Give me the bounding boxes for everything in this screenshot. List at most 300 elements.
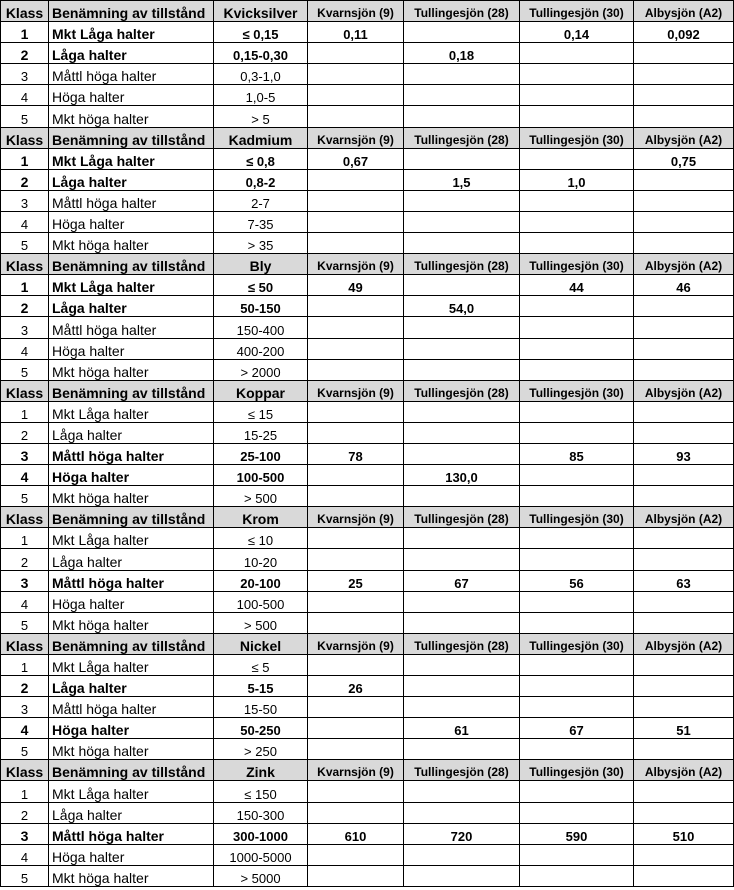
site-value xyxy=(308,739,404,760)
concentration-range: 150-400 xyxy=(214,317,308,338)
header-benamning: Benämning av tillstånd xyxy=(49,380,214,401)
site-value: 85 xyxy=(520,443,634,464)
site-value xyxy=(404,211,520,232)
table-row xyxy=(1,718,734,739)
class-number: 3 xyxy=(1,190,49,211)
header-site: Kvarnsjön (9) xyxy=(308,1,404,22)
site-value xyxy=(520,422,634,443)
site-value xyxy=(634,422,734,443)
table-row xyxy=(1,865,734,886)
header-site: Kvarnsjön (9) xyxy=(308,633,404,654)
class-number: 4 xyxy=(1,465,49,486)
state-name: Låga halter xyxy=(49,43,214,64)
state-name: Måttl höga halter xyxy=(49,443,214,464)
class-number: 2 xyxy=(1,169,49,190)
site-value xyxy=(634,591,734,612)
site-value xyxy=(308,844,404,865)
site-value xyxy=(404,591,520,612)
site-value xyxy=(308,697,404,718)
site-value xyxy=(634,211,734,232)
site-value xyxy=(634,465,734,486)
state-name: Måttl höga halter xyxy=(49,570,214,591)
header-klass: Klass xyxy=(1,507,49,528)
site-value xyxy=(404,443,520,464)
state-name: Höga halter xyxy=(49,85,214,106)
site-value xyxy=(634,739,734,760)
concentration-range: ≤ 0,8 xyxy=(214,148,308,169)
header-site: Tullingesjön (28) xyxy=(404,380,520,401)
class-number: 4 xyxy=(1,338,49,359)
site-value xyxy=(308,296,404,317)
state-name: Måttl höga halter xyxy=(49,64,214,85)
header-metal-krom: Krom xyxy=(214,507,308,528)
site-value xyxy=(404,486,520,507)
site-value xyxy=(634,401,734,422)
site-value xyxy=(308,85,404,106)
site-value xyxy=(634,865,734,886)
site-value: 51 xyxy=(634,718,734,739)
site-value xyxy=(634,43,734,64)
class-number: 2 xyxy=(1,422,49,443)
state-name: Mkt höga halter xyxy=(49,233,214,254)
class-number: 4 xyxy=(1,718,49,739)
header-metal-bly: Bly xyxy=(214,254,308,275)
site-value xyxy=(308,865,404,886)
site-value xyxy=(634,549,734,570)
table-row xyxy=(1,190,734,211)
site-value xyxy=(308,169,404,190)
header-metal-zink: Zink xyxy=(214,760,308,781)
concentration-range: 7-35 xyxy=(214,211,308,232)
class-number: 2 xyxy=(1,43,49,64)
header-metal-kadmium: Kadmium xyxy=(214,127,308,148)
site-value: 0,18 xyxy=(404,43,520,64)
site-value xyxy=(404,654,520,675)
concentration-range: ≤ 15 xyxy=(214,401,308,422)
site-value xyxy=(634,317,734,338)
site-value xyxy=(308,802,404,823)
site-value xyxy=(520,654,634,675)
concentration-range: > 250 xyxy=(214,739,308,760)
site-value xyxy=(308,422,404,443)
site-value xyxy=(308,317,404,338)
site-value xyxy=(308,486,404,507)
state-name: Låga halter xyxy=(49,169,214,190)
site-value xyxy=(520,528,634,549)
header-metal-nickel: Nickel xyxy=(214,633,308,654)
header-site: Tullingesjön (30) xyxy=(520,1,634,22)
site-value: 67 xyxy=(520,718,634,739)
header-site: Tullingesjön (28) xyxy=(404,127,520,148)
table-row xyxy=(1,43,734,64)
header-site: Albysjön (A2) xyxy=(634,254,734,275)
concentration-range: 0,15-0,30 xyxy=(214,43,308,64)
class-number: 1 xyxy=(1,275,49,296)
section-header-row xyxy=(1,760,734,781)
concentration-range: 300-1000 xyxy=(214,823,308,844)
site-value xyxy=(634,697,734,718)
header-site: Kvarnsjön (9) xyxy=(308,507,404,528)
table-row xyxy=(1,570,734,591)
concentration-range: > 35 xyxy=(214,233,308,254)
site-value xyxy=(308,43,404,64)
concentration-range: 1,0-5 xyxy=(214,85,308,106)
table-row xyxy=(1,338,734,359)
site-value: 56 xyxy=(520,570,634,591)
concentration-range: ≤ 50 xyxy=(214,275,308,296)
site-value xyxy=(520,676,634,697)
site-value xyxy=(520,148,634,169)
site-value xyxy=(404,85,520,106)
table-row xyxy=(1,401,734,422)
site-value xyxy=(520,486,634,507)
header-benamning: Benämning av tillstånd xyxy=(49,127,214,148)
class-number: 1 xyxy=(1,654,49,675)
header-site: Tullingesjön (28) xyxy=(404,633,520,654)
table-row xyxy=(1,233,734,254)
site-value xyxy=(520,844,634,865)
table-row xyxy=(1,844,734,865)
site-value xyxy=(404,275,520,296)
concentration-range: 10-20 xyxy=(214,549,308,570)
header-site: Albysjön (A2) xyxy=(634,380,734,401)
class-number: 1 xyxy=(1,781,49,802)
section-header-row xyxy=(1,633,734,654)
site-value: 610 xyxy=(308,823,404,844)
header-klass: Klass xyxy=(1,380,49,401)
header-site: Tullingesjön (30) xyxy=(520,633,634,654)
site-value: 54,0 xyxy=(404,296,520,317)
class-number: 2 xyxy=(1,676,49,697)
class-number: 4 xyxy=(1,85,49,106)
section-header-row xyxy=(1,127,734,148)
class-number: 2 xyxy=(1,549,49,570)
concentration-range: > 5 xyxy=(214,106,308,127)
site-value xyxy=(308,465,404,486)
class-number: 1 xyxy=(1,22,49,43)
table-row xyxy=(1,654,734,675)
header-metal-koppar: Koppar xyxy=(214,380,308,401)
state-name: Höga halter xyxy=(49,718,214,739)
state-name: Mkt Låga halter xyxy=(49,275,214,296)
site-value: 0,67 xyxy=(308,148,404,169)
header-klass: Klass xyxy=(1,1,49,22)
site-value xyxy=(404,148,520,169)
table-row xyxy=(1,422,734,443)
site-value xyxy=(404,233,520,254)
header-site: Tullingesjön (30) xyxy=(520,380,634,401)
state-name: Mkt höga halter xyxy=(49,612,214,633)
concentration-range: 100-500 xyxy=(214,465,308,486)
class-number: 5 xyxy=(1,486,49,507)
site-value xyxy=(308,211,404,232)
table-row xyxy=(1,591,734,612)
state-name: Låga halter xyxy=(49,676,214,697)
concentration-range: ≤ 150 xyxy=(214,781,308,802)
concentration-range: ≤ 5 xyxy=(214,654,308,675)
class-number: 3 xyxy=(1,570,49,591)
site-value xyxy=(634,106,734,127)
site-value xyxy=(520,211,634,232)
site-value: 0,14 xyxy=(520,22,634,43)
class-number: 4 xyxy=(1,211,49,232)
site-value xyxy=(520,359,634,380)
site-value: 26 xyxy=(308,676,404,697)
site-value: 44 xyxy=(520,275,634,296)
site-value xyxy=(520,190,634,211)
header-benamning: Benämning av tillstånd xyxy=(49,1,214,22)
table-row xyxy=(1,465,734,486)
site-value xyxy=(634,528,734,549)
header-site: Albysjön (A2) xyxy=(634,127,734,148)
class-number: 5 xyxy=(1,865,49,886)
class-number: 1 xyxy=(1,401,49,422)
site-value xyxy=(404,802,520,823)
header-benamning: Benämning av tillstånd xyxy=(49,254,214,275)
concentration-range: ≤ 10 xyxy=(214,528,308,549)
header-site: Tullingesjön (30) xyxy=(520,254,634,275)
site-value: 49 xyxy=(308,275,404,296)
site-value xyxy=(634,64,734,85)
concentration-range: 15-25 xyxy=(214,422,308,443)
site-value xyxy=(404,612,520,633)
site-value: 93 xyxy=(634,443,734,464)
site-value xyxy=(308,718,404,739)
header-klass: Klass xyxy=(1,633,49,654)
concentration-range: 50-150 xyxy=(214,296,308,317)
state-name: Mkt höga halter xyxy=(49,865,214,886)
site-value xyxy=(634,486,734,507)
class-number: 2 xyxy=(1,296,49,317)
site-value xyxy=(404,190,520,211)
table-row xyxy=(1,612,734,633)
site-value xyxy=(308,654,404,675)
section-header-row xyxy=(1,1,734,22)
header-site: Kvarnsjön (9) xyxy=(308,254,404,275)
table-row xyxy=(1,528,734,549)
header-site: Tullingesjön (30) xyxy=(520,507,634,528)
state-name: Mkt höga halter xyxy=(49,486,214,507)
header-site: Tullingesjön (28) xyxy=(404,254,520,275)
concentration-range: 15-50 xyxy=(214,697,308,718)
site-value xyxy=(634,338,734,359)
site-value xyxy=(520,64,634,85)
header-site: Tullingesjön (30) xyxy=(520,760,634,781)
site-value xyxy=(404,401,520,422)
concentration-range: 2-7 xyxy=(214,190,308,211)
concentration-range: > 500 xyxy=(214,486,308,507)
table-row xyxy=(1,211,734,232)
site-value xyxy=(520,697,634,718)
state-name: Låga halter xyxy=(49,549,214,570)
site-value xyxy=(308,781,404,802)
class-number: 5 xyxy=(1,106,49,127)
concentration-range: 0,8-2 xyxy=(214,169,308,190)
site-value xyxy=(404,528,520,549)
concentration-range: ≤ 0,15 xyxy=(214,22,308,43)
state-name: Höga halter xyxy=(49,591,214,612)
site-value xyxy=(634,85,734,106)
site-value: 0,092 xyxy=(634,22,734,43)
site-value xyxy=(308,64,404,85)
site-value xyxy=(634,233,734,254)
site-value xyxy=(308,401,404,422)
site-value xyxy=(634,676,734,697)
concentration-range: 150-300 xyxy=(214,802,308,823)
header-klass: Klass xyxy=(1,127,49,148)
concentration-range: > 500 xyxy=(214,612,308,633)
concentration-range: 5-15 xyxy=(214,676,308,697)
state-name: Låga halter xyxy=(49,422,214,443)
state-name: Låga halter xyxy=(49,802,214,823)
site-value xyxy=(404,697,520,718)
state-name: Höga halter xyxy=(49,465,214,486)
site-value xyxy=(634,169,734,190)
site-value xyxy=(308,591,404,612)
state-name: Måttl höga halter xyxy=(49,697,214,718)
site-value xyxy=(634,802,734,823)
table-row xyxy=(1,443,734,464)
site-value xyxy=(404,22,520,43)
state-name: Måttl höga halter xyxy=(49,823,214,844)
site-value xyxy=(520,781,634,802)
class-number: 5 xyxy=(1,359,49,380)
site-value xyxy=(404,338,520,359)
site-value xyxy=(404,317,520,338)
table-row xyxy=(1,549,734,570)
state-name: Höga halter xyxy=(49,211,214,232)
site-value xyxy=(520,317,634,338)
site-value xyxy=(520,43,634,64)
site-value xyxy=(404,106,520,127)
header-klass: Klass xyxy=(1,254,49,275)
site-value xyxy=(520,591,634,612)
table-row xyxy=(1,296,734,317)
state-name: Mkt Låga halter xyxy=(49,148,214,169)
table-row xyxy=(1,169,734,190)
site-value: 130,0 xyxy=(404,465,520,486)
state-name: Mkt Låga halter xyxy=(49,654,214,675)
header-site: Albysjön (A2) xyxy=(634,760,734,781)
site-value: 63 xyxy=(634,570,734,591)
site-value xyxy=(634,359,734,380)
header-site: Tullingesjön (28) xyxy=(404,760,520,781)
table-row xyxy=(1,486,734,507)
header-site: Tullingesjön (30) xyxy=(520,127,634,148)
state-name: Mkt Låga halter xyxy=(49,401,214,422)
site-value xyxy=(404,64,520,85)
site-value xyxy=(520,865,634,886)
state-name: Höga halter xyxy=(49,338,214,359)
concentration-range: 20-100 xyxy=(214,570,308,591)
table-row xyxy=(1,676,734,697)
table-row xyxy=(1,359,734,380)
concentration-range: 1000-5000 xyxy=(214,844,308,865)
header-site: Albysjön (A2) xyxy=(634,507,734,528)
class-number: 4 xyxy=(1,844,49,865)
header-metal-kvicksilver: Kvicksilver xyxy=(214,1,308,22)
concentration-range: > 5000 xyxy=(214,865,308,886)
state-name: Mkt Låga halter xyxy=(49,22,214,43)
site-value xyxy=(404,422,520,443)
concentration-range: 400-200 xyxy=(214,338,308,359)
site-value xyxy=(520,338,634,359)
site-value xyxy=(308,106,404,127)
site-value xyxy=(308,549,404,570)
header-site: Kvarnsjön (9) xyxy=(308,127,404,148)
state-name: Höga halter xyxy=(49,844,214,865)
class-number: 3 xyxy=(1,443,49,464)
class-number: 3 xyxy=(1,823,49,844)
header-benamning: Benämning av tillstånd xyxy=(49,633,214,654)
site-value xyxy=(520,401,634,422)
site-value xyxy=(520,233,634,254)
site-value: 1,5 xyxy=(404,169,520,190)
class-number: 3 xyxy=(1,64,49,85)
site-value xyxy=(634,612,734,633)
state-name: Måttl höga halter xyxy=(49,317,214,338)
site-value xyxy=(634,296,734,317)
site-value xyxy=(520,549,634,570)
table-row xyxy=(1,697,734,718)
site-value: 46 xyxy=(634,275,734,296)
site-value xyxy=(308,338,404,359)
site-value: 78 xyxy=(308,443,404,464)
class-number: 1 xyxy=(1,528,49,549)
state-name: Mkt höga halter xyxy=(49,739,214,760)
class-number: 5 xyxy=(1,612,49,633)
header-site: Albysjön (A2) xyxy=(634,1,734,22)
site-value: 510 xyxy=(634,823,734,844)
class-number: 3 xyxy=(1,317,49,338)
site-value: 67 xyxy=(404,570,520,591)
site-value xyxy=(520,106,634,127)
site-value xyxy=(520,802,634,823)
site-value xyxy=(520,739,634,760)
site-value: 0,11 xyxy=(308,22,404,43)
site-value xyxy=(308,528,404,549)
class-number: 5 xyxy=(1,233,49,254)
table-row xyxy=(1,148,734,169)
table-row xyxy=(1,275,734,296)
header-site: Tullingesjön (28) xyxy=(404,1,520,22)
site-value xyxy=(634,781,734,802)
table-row xyxy=(1,823,734,844)
class-number: 2 xyxy=(1,802,49,823)
state-name: Mkt Låga halter xyxy=(49,528,214,549)
site-value xyxy=(404,739,520,760)
site-value xyxy=(404,781,520,802)
header-site: Tullingesjön (28) xyxy=(404,507,520,528)
table-row xyxy=(1,64,734,85)
table-row xyxy=(1,106,734,127)
header-site: Kvarnsjön (9) xyxy=(308,760,404,781)
header-klass: Klass xyxy=(1,760,49,781)
table-row xyxy=(1,781,734,802)
site-value: 0,75 xyxy=(634,148,734,169)
site-value xyxy=(308,612,404,633)
concentration-range: 100-500 xyxy=(214,591,308,612)
class-number: 5 xyxy=(1,739,49,760)
site-value: 590 xyxy=(520,823,634,844)
state-name: Låga halter xyxy=(49,296,214,317)
section-header-row xyxy=(1,254,734,275)
site-value xyxy=(634,844,734,865)
site-value xyxy=(634,190,734,211)
class-number: 1 xyxy=(1,148,49,169)
site-value xyxy=(404,844,520,865)
site-value xyxy=(308,359,404,380)
